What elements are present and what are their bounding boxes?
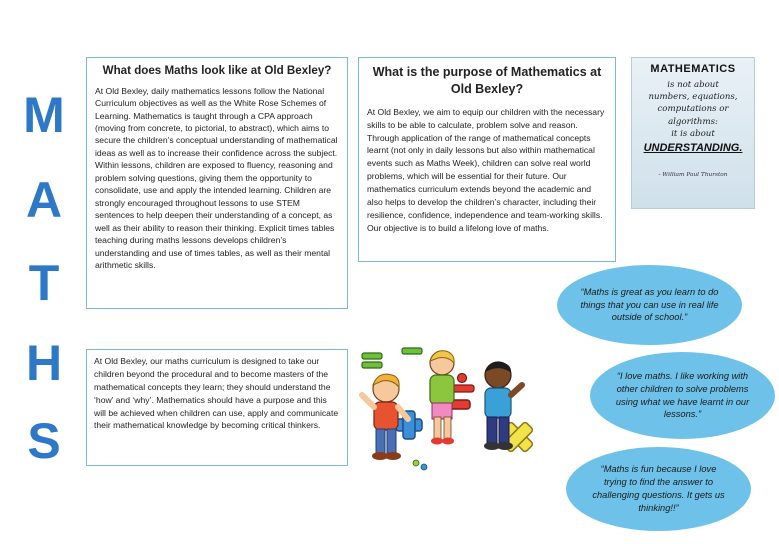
decorative-dot xyxy=(421,464,427,470)
title-letter-m: M xyxy=(23,87,65,143)
poster-line: it is about xyxy=(671,128,715,139)
poster-title: MATHEMATICS xyxy=(650,63,736,75)
child-middle-figure xyxy=(430,351,454,445)
title-letter-s: S xyxy=(27,413,61,469)
quote-text-2: “I love maths. I like working with other children to solve problems using what we have learnt in our lessons.” xyxy=(615,370,750,420)
quote-bubble-1 xyxy=(557,265,742,345)
quote-bubble-2 xyxy=(590,352,775,439)
quote-text-3: “Maths is fun because I love trying to find the answer to challenging questions. It gets us thinking!!” xyxy=(592,464,725,513)
quote-bubble-3 xyxy=(566,447,751,531)
divide-symbol-icon xyxy=(452,374,474,400)
maths-purpose-body: At Old Bexley, we aim to equip our children with the necessary skills to be able to calculate, problem solve and reason. Through application of the range of mathematical concepts learnt (not only in daily lessons but also within mathematical events such as Maths Week), children can solve real world problems, which will be essential for their future. Our mathematics curriculum extends beyond the academic and also helps to develop the children’s character, including their resilience, confidence, independence and team-working skills. Our objective is to build a lifelong love of maths. xyxy=(367,106,605,233)
children-maths-illustration xyxy=(356,345,552,485)
maths-purpose-heading: What is the purpose of Mathematics at Old Bexley? xyxy=(372,65,602,96)
poster-line: is not about xyxy=(667,80,719,90)
maths-look-like-body: At Old Bexley, daily mathematics lessons follow the National Curriculum objectives as well as the White Rose Schemes of Learning. Mathematics is taught through a CPA approach (moving from concrete, to pictorial, to abstract), which aims to secure the children’s conceptual understanding of mathematical ideas as well as to increase their confidence across the subject. Within lessons, children are exposed to fluency, reasoning and problem solving questions, giving them the opportunity to consolidate, use and apply the intended learning. Children are strongly encouraged throughout lessons to use STEM sentences to help deepen their understanding of a concept, as well as their ability to reason their thinking. Explicit times tables teaching during maths lessons develops children’s understanding and use of times tables, as well as their mental arithmetic skills. xyxy=(95,85,338,270)
maths-look-like-box xyxy=(86,57,348,309)
title-letter-t: T xyxy=(28,255,60,311)
title-letter-a: A xyxy=(25,172,63,228)
child-left-figure xyxy=(362,374,408,460)
poster-line: computations or xyxy=(657,104,729,115)
plus-symbol-icon xyxy=(396,411,422,439)
maths-look-like-heading: What does Maths look like at Old Bexley? xyxy=(102,64,332,77)
maths-curriculum-body: At Old Bexley, our maths curriculum is designed to take our children beyond the procedural and to become masters of the mathematical concepts they learn; they should understand the ‘how’ and ‘why’. Mathematics should have a purpose and this will be achieved when children can use, apply and communicate their mathematical knowledge by becoming critical thinkers. xyxy=(94,356,339,431)
title-letter-h: H xyxy=(25,335,63,391)
maths-curriculum-box xyxy=(86,349,348,466)
equals-symbol-icon xyxy=(362,348,422,368)
thurston-quote-poster xyxy=(631,57,755,209)
poster-emphasis: UNDERSTANDING. xyxy=(643,142,743,155)
poster-author: - William Paul Thurston xyxy=(658,172,728,179)
decorative-dot xyxy=(413,460,419,466)
poster-line: numbers, equations, xyxy=(648,92,738,103)
poster-line: algorithms: xyxy=(668,116,718,127)
maths-purpose-box xyxy=(358,57,616,262)
quote-text-1: “Maths is great as you learn to do things that you can use in real life outside of school.” xyxy=(580,286,719,323)
